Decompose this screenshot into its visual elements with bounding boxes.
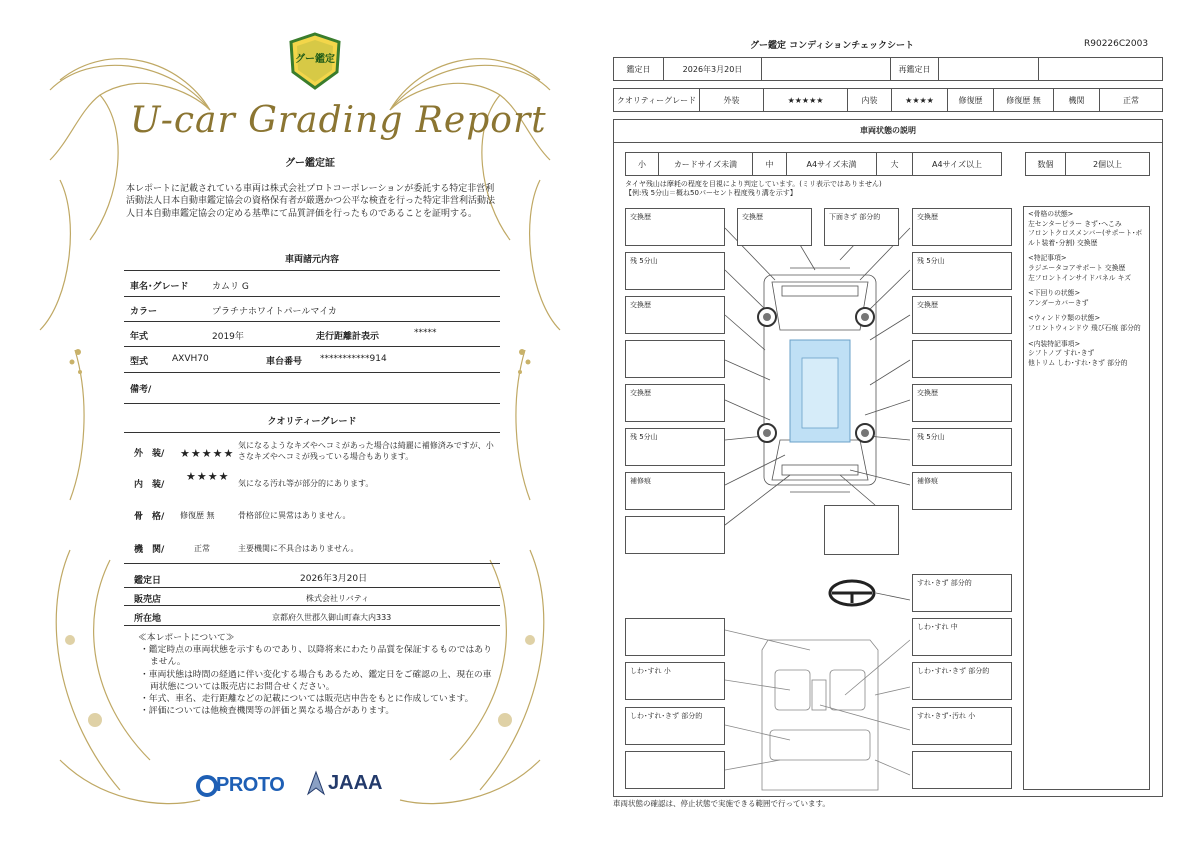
note-item: ・評価については他検査機関等の評価と異なる場合があります。 — [140, 706, 395, 717]
year-label: 年式 — [130, 332, 149, 342]
proto-logo-icon — [196, 774, 218, 798]
mileage-value: ***** — [414, 328, 437, 338]
condition-check-sheet — [600, 0, 1200, 848]
interior-left-box: しわ･すれ 小 — [625, 662, 725, 700]
date-row — [613, 57, 1163, 81]
redate-value — [939, 58, 1039, 80]
tire-note-example: 【例:残 5分山＝概ね50パーセント程度残り溝を示す】 — [625, 189, 797, 197]
engine-label: 機関 — [1054, 89, 1100, 111]
notes-title: ≪本レポートについて≫ — [138, 633, 235, 643]
report-notes — [138, 632, 494, 717]
redate-label: 再鑑定日 — [891, 58, 939, 80]
chassis-label: 車台番号 — [266, 357, 303, 367]
int-label: 内装 — [848, 89, 892, 111]
report-id: R90226C2003 — [1084, 39, 1149, 49]
int-stars: ★★★★ — [892, 89, 948, 111]
exterior-top-box: 交換歴 — [737, 208, 812, 246]
exterior-left-box — [625, 340, 725, 378]
size-legend: 小 カードサイズ未満 中 A4サイズ未満 大 A4サイズ以上 — [625, 152, 1002, 176]
grade-section-title: クオリティーグレード — [267, 417, 357, 427]
address-value: 京都府久世郡久御山町森大内333 — [272, 613, 392, 622]
exterior-right-box: 残 5分山 — [912, 428, 1012, 466]
jaaa-logo: JAAA — [328, 772, 383, 794]
frame-label: 骨 格/ — [134, 512, 165, 522]
certificate-statement: 本レポートに記載されている車両は株式会社プロトコーポレーションが委託する特定非営利活動法人日本自動車鑑定協会の資格保有者が厳選かつ公平な検査を行った特定非営利活動法人日本自動車鑑定協会の定める基準にて品質評価を行ったものであることを証明する。 — [126, 184, 496, 219]
exterior-stars: ★★★★★ — [180, 447, 235, 460]
model-label: 型式 — [130, 357, 149, 367]
ext-label: 外装 — [700, 89, 764, 111]
spec-section-title: 車両諸元内容 — [284, 255, 339, 265]
engine-label: 機 関/ — [134, 545, 165, 555]
jaaa-logo-icon — [306, 770, 326, 796]
sheet-title: グー鑑定 コンディションチェックシート — [750, 41, 914, 51]
exterior-right-box: 交換歴 — [912, 296, 1012, 334]
exterior-right-box: 補修痕 — [912, 472, 1012, 510]
exterior-right-box: 交換歴 — [912, 208, 1012, 246]
note-item: ・車両状態は時間の経過に伴い変化する場合もあるため、鑑定日をご確認の上、現在の車両状態については販売店にお問合せください。 — [140, 669, 492, 692]
remarks-label: 備考/ — [130, 385, 152, 395]
size-small: 小 — [626, 153, 659, 175]
size-large: 大 — [877, 153, 913, 175]
note-item: ・鑑定時点の車両状態を示すものであり、以降将来にわたり品質を保証するものではありません。 — [140, 645, 492, 668]
mileage-label: 走行距離計表示 — [316, 332, 380, 342]
interior-right-box — [912, 751, 1012, 789]
interior-left-box — [625, 618, 725, 656]
interior-left-box — [625, 751, 725, 789]
exterior-right-box — [912, 340, 1012, 378]
model-value: AXVH70 — [172, 354, 209, 364]
steering-wheel-icon — [830, 581, 910, 605]
interior-left-box: しわ･すれ･きず 部分的 — [625, 707, 725, 745]
exterior-left-box: 補修痕 — [625, 472, 725, 510]
exterior-bottom-box — [824, 505, 899, 555]
year-value: 2019年 — [212, 332, 244, 342]
condition-panel-title: 車両状態の説明 — [613, 119, 1163, 143]
date-value: 2026年3月20日 — [300, 574, 368, 584]
interior-right-box: しわ･すれ 中 — [912, 618, 1012, 656]
interior-right-box: すれ･きず･汚れ 小 — [912, 707, 1012, 745]
exterior-right-box: 残 5分山 — [912, 252, 1012, 290]
steering-box: すれ･きず 部分的 — [912, 574, 1012, 612]
color-label: カラー — [130, 307, 158, 317]
address-label: 所在地 — [134, 614, 162, 624]
report-script-title: U-car Grading Report — [130, 100, 547, 141]
grade-row-label: クオリティーグレード — [614, 89, 700, 111]
interior-schematic — [725, 630, 910, 790]
exterior-left-box: 交換歴 — [625, 296, 725, 334]
exterior-left-box — [625, 516, 725, 554]
goo-kantei-emblem: グー鑑定 — [287, 32, 343, 90]
chassis-value: ***********914 — [320, 354, 387, 364]
interior-stars: ★★★★ — [186, 470, 230, 483]
dealer-label: 販売店 — [134, 595, 162, 605]
exterior-left-box: 交換歴 — [625, 208, 725, 246]
engine-value: 正常 — [194, 544, 210, 553]
tire-note: タイヤ残山は摩耗の程度を目視により判定しています。(ミリ表示ではありません) — [625, 180, 882, 188]
repair-label: 修復歴 — [948, 89, 994, 111]
proto-logo: PROTO — [216, 774, 285, 796]
exterior-left-box: 残 5分山 — [625, 428, 725, 466]
cabin-glass — [790, 340, 850, 442]
count-legend: 数個 2個以上 — [1025, 152, 1150, 176]
exterior-left-box: 交換歴 — [625, 384, 725, 422]
frame-desc: 骨格部位に異常はありません。 — [238, 511, 351, 520]
date-label: 鑑定日 — [614, 58, 664, 80]
exterior-left-box: 残 5分山 — [625, 252, 725, 290]
grade-row — [613, 88, 1163, 112]
size-mid: 中 — [753, 153, 787, 175]
note-item: ・年式、車名、走行距離などの記載については販売店申告をもとに作成しています。 — [140, 694, 474, 705]
repair-value: 修復歴 無 — [994, 89, 1054, 111]
date-label: 鑑定日 — [134, 576, 162, 586]
car-name-value: カムリ G — [212, 282, 249, 292]
divider — [124, 270, 500, 271]
date-value: 2026年3月20日 — [664, 58, 762, 80]
dealer-value: 株式会社リバティ — [306, 594, 370, 603]
frame-value: 修復歴 無 — [180, 511, 215, 520]
engine-value: 正常 — [1123, 95, 1139, 105]
interior-desc: 気になる汚れ等が部分的にあります。 — [238, 479, 374, 488]
certificate-title: グー鑑定証 — [285, 158, 335, 169]
exterior-label: 外 装/ — [134, 449, 165, 459]
exterior-desc: 気になるようなキズやヘコミがあった場合は綺麗に補修済みですが、小さなキズやヘコミが残っている場合もあります。 — [238, 441, 494, 461]
engine-desc: 主要機関に不具合はありません。 — [238, 544, 359, 553]
exterior-top-box: 下面きず 部分的 — [824, 208, 899, 246]
ext-stars: ★★★★★ — [764, 89, 848, 111]
condition-notes-panel: <骨格の状態> 左センターピラー きず･へこみ フロントクロスメンバー(サポート･ボルト装着･分割) 交換歴 <特記事項> ラジエータコアサポート 交換歴 左フロントインサイドパネル キズ <下回りの状態> アンダーカバーきず <ウィンドウ類の状態> フロントウィンドウ 飛び石痕 部分的 <内装特記事項> シフトノブ すれ･きず 他トリム しわ･すれ･きず 部分的 — [1023, 206, 1150, 790]
interior-right-box: しわ･すれ･きず 部分的 — [912, 662, 1012, 700]
footer-note: 車両状態の確認は、停止状態で実施できる範囲で行っています。 — [613, 799, 830, 808]
exterior-right-box: 交換歴 — [912, 384, 1012, 422]
color-value: プラチナホワイトパールマイカ — [212, 307, 337, 317]
interior-label: 内 装/ — [134, 480, 165, 490]
car-name-label: 車名･グレード — [130, 282, 189, 292]
